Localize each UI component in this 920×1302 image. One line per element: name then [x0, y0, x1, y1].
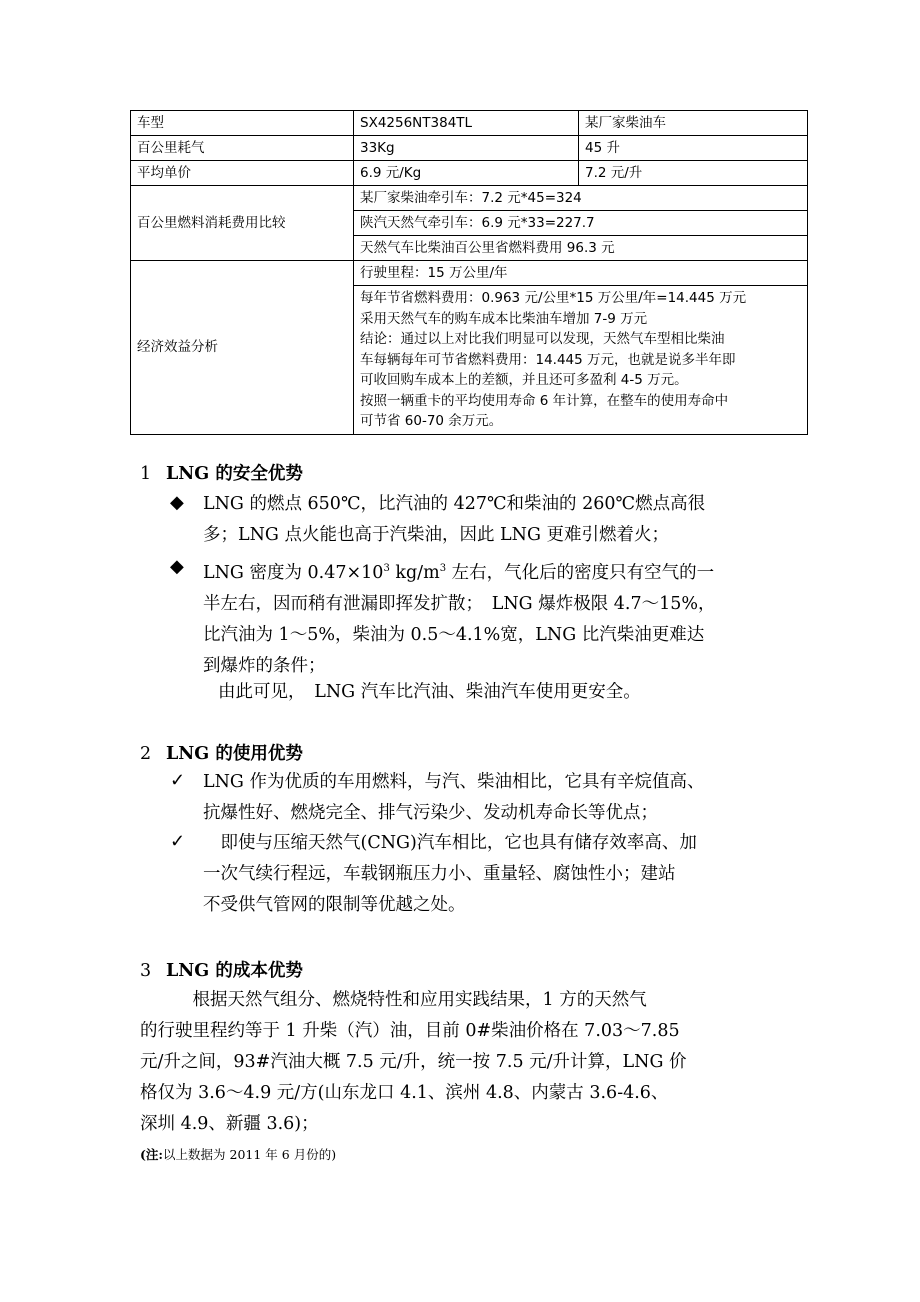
fuel-compare-line: 某厂家柴油牵引车：7.2 元*45=324	[354, 186, 808, 211]
text-line: 深圳 4.9、新疆 3.6)；	[140, 1114, 319, 1134]
text-line: LNG 密度为 $0.47\times 10^3$ $kg/m^3$ 左右，气化后的密度只有空气的一	[203, 562, 715, 583]
lng-value: 6.9 元/Kg	[354, 161, 579, 186]
text-line: 根据天然气组分、燃烧特性和应用实践结果，1 方的天然气	[140, 990, 647, 1010]
section-heading	[140, 740, 303, 765]
text-line: 一次气续行程远，车载钢瓶压力小、重量轻、腐蚀性小；建站	[203, 864, 676, 884]
diesel-value: 7.2 元/升	[579, 161, 808, 186]
bullet-text	[203, 553, 716, 682]
row-label: 平均单价	[131, 161, 354, 186]
section-number: 1	[140, 464, 152, 484]
section-number: 2	[140, 744, 152, 764]
table-row	[131, 136, 808, 161]
body-paragraph	[140, 985, 687, 1140]
detail-line: 结论：通过以上对比我们明显可以发现，天然气车型相比柴油	[360, 331, 725, 347]
mileage-cell: 行驶里程：15 万公里/年	[354, 261, 808, 286]
table-row	[131, 186, 808, 211]
row-label: 车型	[131, 111, 354, 136]
row-label: 百公里耗气	[131, 136, 354, 161]
text-line: 的行驶里程约等于 1 升柴（汽）油，目前 0#柴油价格在 7.03～7.85	[140, 1021, 680, 1041]
comparison-table	[130, 110, 808, 435]
table-row	[131, 111, 808, 136]
text-line: 半左右，因而稍有泄漏即挥发扩散； LNG 爆炸极限 4.7～15%，	[203, 593, 716, 614]
text-line: 比汽油为 1～5%，柴油为 0.5～4.1%宽，LNG 比汽柴油更难达	[203, 624, 705, 645]
bullet-text	[203, 489, 705, 551]
fuel-compare-line: 陕汽天然气牵引车：6.9 元*33=227.7	[354, 211, 808, 236]
section-heading	[140, 957, 303, 982]
note-text: 以上数据为 2011 年 6 月份的)	[163, 1147, 337, 1162]
section-title: LNG 的安全优势	[166, 464, 303, 484]
detail-line: 每年节省燃料费用：0.963 元/公里*15 万公里/年=14.445 万元	[360, 290, 747, 306]
detail-line: 可收回购车成本上的差额，并且还可多盈利 4-5 万元。	[360, 372, 688, 388]
fuel-compare-line: 天然气车比柴油百公里省燃料费用 96.3 元	[354, 236, 808, 261]
section-number: 3	[140, 961, 152, 981]
section-title: LNG 的成本优势	[166, 961, 303, 981]
diamond-bullet-icon: ◆	[170, 556, 184, 576]
text-line: LNG 作为优质的车用燃料，与汽、柴油相比，它具有辛烷值高、	[203, 772, 705, 792]
text-line: LNG 的燃点 650℃，比汽油的 427℃和柴油的 260℃燃点高很	[203, 494, 706, 514]
economic-details	[354, 286, 808, 435]
text-line: 格仅为 3.6～4.9 元/方(山东龙口 4.1、滨州 4.8、内蒙古 3.6-4.6、	[140, 1083, 669, 1103]
detail-line: 车每辆每年可节省燃料费用：14.445 万元，也就是说多半年即	[360, 351, 736, 368]
table-row	[131, 261, 808, 286]
lng-value: 33Kg	[354, 136, 579, 161]
diesel-value: 45 升	[579, 136, 808, 161]
note-prefix: (注:	[140, 1147, 164, 1162]
bullet-text	[203, 828, 697, 921]
text-line: 元/升之间，93#汽油大概 7.5 元/升，统一按 7.5 元/升计算，LNG 价	[140, 1052, 687, 1072]
conclusion-line: 由此可见， LNG 汽车比汽油、柴油汽车使用更安全。	[218, 682, 641, 702]
diamond-bullet-icon: ◆	[170, 492, 184, 512]
checkmark-bullet-icon: ✓	[170, 831, 186, 851]
text-line: 抗爆性好、燃烧完全、排气污染少、发动机寿命长等优点；	[203, 803, 658, 823]
row-label: 百公里燃料消耗费用比较	[131, 186, 354, 261]
detail-line: 可节省 60-70 余万元。	[360, 413, 503, 429]
diesel-value: 某厂家柴油车	[579, 111, 808, 136]
text-line: 多；LNG 点火能也高于汽柴油，因此 LNG 更难引燃着火；	[203, 525, 670, 545]
detail-line: 采用天然气车的购车成本比柴油车增加 7-9 万元	[360, 310, 648, 327]
text-line: 到爆炸的条件；	[203, 655, 326, 676]
table-row	[131, 161, 808, 186]
detail-line: 按照一辆重卡的平均使用寿命 6 年计算，在整车的使用寿命中	[360, 392, 729, 409]
lng-value: SX4256NT384TL	[354, 111, 579, 136]
footnote	[140, 1145, 336, 1163]
section-title: LNG 的使用优势	[166, 744, 303, 764]
checkmark-bullet-icon: ✓	[170, 770, 186, 790]
bullet-text	[203, 767, 704, 829]
row-label: 经济效益分析	[131, 261, 354, 435]
text-line: 即使与压缩天然气(CNG)汽车相比，它也具有储存效率高、加	[203, 833, 697, 853]
text-line: 不受供气管网的限制等优越之处。	[203, 895, 466, 915]
section-heading	[140, 460, 303, 485]
